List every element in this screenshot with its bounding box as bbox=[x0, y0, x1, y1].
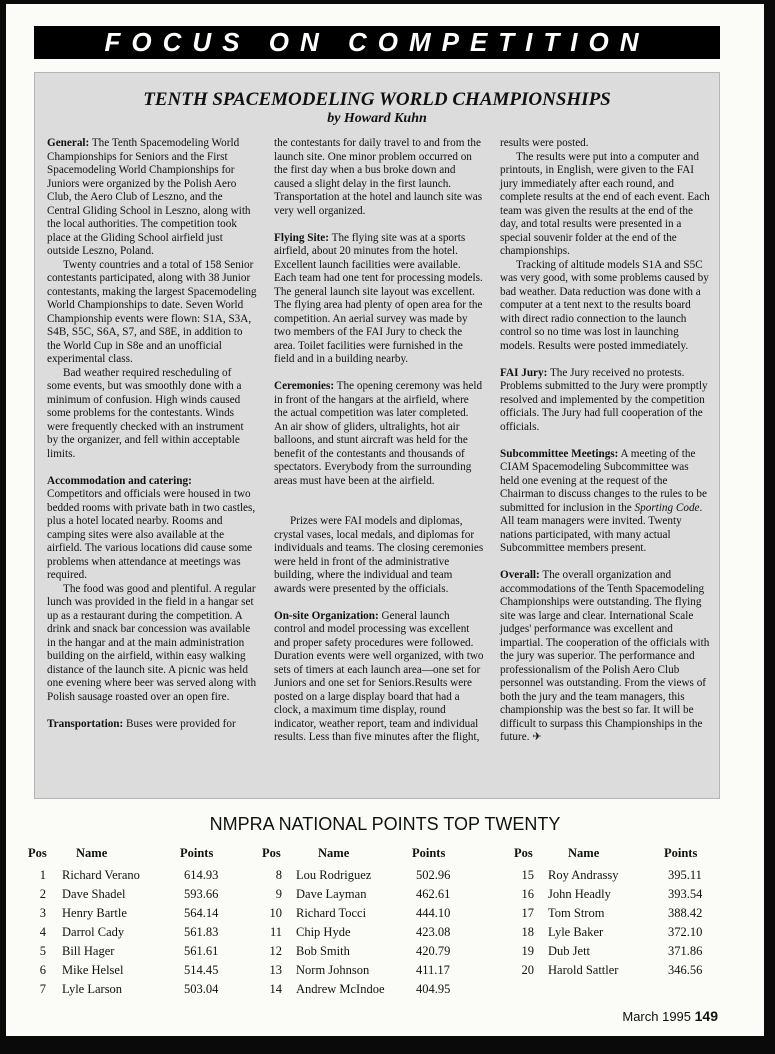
competitor-name: Roy Andrassy bbox=[548, 868, 619, 882]
heading-ceremonies: Ceremonies: bbox=[274, 380, 335, 392]
points-value: 346.56 bbox=[668, 963, 703, 977]
points-value: 514.45 bbox=[184, 963, 219, 977]
article-column-3 bbox=[500, 137, 710, 745]
paragraph-overall: Overall: The overall organization and accommodations of the Tenth Spacemodeling Championships were outstanding. The flying site was large and clear. International Scale judges' performance was excellent and impartial. The cooperation of the officials with the jury was superior. The performance and professionalism of the Polish Aero Club personnel was outstanding. From the views of both the jury and the team managers, this championship was the best so far. It will be difficult to surpass this Championships in the future. ✈ bbox=[500, 569, 710, 743]
paragraph-fai-jury: FAI Jury: The Jury received no protests. Problems submitted to the Jury were promptly resolved and implemented by the competition officials. The Jury had full cooperation of the officials. bbox=[500, 366, 708, 433]
points-value: 462.61 bbox=[416, 887, 451, 901]
competitor-name: Bob Smith bbox=[296, 944, 350, 958]
competitor-name: Lou Rodriguez bbox=[296, 868, 372, 882]
header-name: Name bbox=[76, 846, 108, 860]
rank: 5 bbox=[39, 944, 46, 958]
rank: 9 bbox=[275, 887, 282, 901]
header-name: Name bbox=[568, 846, 600, 860]
points-value: 393.54 bbox=[668, 887, 703, 901]
section-banner: FOCUS ON COMPETITION bbox=[34, 26, 720, 59]
competitor-name: Mike Helsel bbox=[62, 963, 124, 977]
heading-subcommittee: Subcommittee Meetings: bbox=[500, 447, 619, 460]
rank: 8 bbox=[275, 868, 282, 882]
paragraph: The results were put into a computer and printouts, in English, were given to the FAI jury immediately after each round, and complete results at the end of each event. Each team was given the results at the end of the day, and total results were presented in a special souvenir folder at the end of the championships. bbox=[500, 150, 710, 257]
competitor-name: Lyle Larson bbox=[62, 982, 123, 996]
sporting-code-title: Sporting Code bbox=[634, 501, 700, 514]
paragraph: Tracking of altitude models S1A and S5C was very good, with some problems caused by bad weather. Data reduction was done with a computer at a tent next to the results board with direct radio connection to the launch control so no time was lost in launching models. Results were posted immediately. bbox=[500, 258, 709, 352]
paragraph-general: General: The Tenth Spacemodeling World Championships for Seniors and the First Spacemodeling World Championships for Juniors were organized by the Polish Aero Club, the Aero Club of Leszno, and the Central Gliding School in Leszno, along with the local authorities. The competition took place at the Gliding School airfield just outside Leszno, Poland. bbox=[47, 137, 251, 257]
heading-onsite: On-site Organization: bbox=[274, 609, 379, 622]
competitor-name: Andrew McIndoe bbox=[296, 982, 385, 996]
header-pos: Pos bbox=[514, 846, 533, 860]
points-value: 561.83 bbox=[184, 925, 219, 939]
rank: 4 bbox=[39, 925, 46, 939]
header-points: Points bbox=[412, 846, 446, 860]
paragraph: Twenty countries and a total of 158 Senior contestants participated, along with 38 Junior contestants, making the largest Spacemodeling World Championships to date. Seven World Championship events were flown: S1A, S3A, S4B, S5C, S6A, S7, and S8E, in addition to the World Cup in S8e and an unofficial experimental class. bbox=[47, 258, 257, 365]
points-table-title: NMPRA NATIONAL POINTS TOP TWENTY bbox=[209, 814, 561, 834]
header-pos: Pos bbox=[262, 846, 281, 860]
magazine-page bbox=[6, 4, 764, 1036]
points-value: 395.11 bbox=[668, 868, 702, 882]
rank: 1 bbox=[39, 868, 46, 882]
rank: 20 bbox=[521, 963, 534, 977]
rank: 14 bbox=[269, 982, 282, 996]
rank: 13 bbox=[269, 963, 282, 977]
points-value: 420.79 bbox=[416, 944, 451, 958]
competitor-name: Tom Strom bbox=[548, 906, 605, 920]
issue-date: March 1995 bbox=[622, 1009, 692, 1024]
rank: 2 bbox=[39, 887, 46, 901]
competitor-name: Bill Hager bbox=[62, 944, 115, 958]
paragraph-subcommittee: Subcommittee Meetings: A meeting of the CIAM Spacemodeling Subcommittee was held one evening at the request of the Chairman to discuss changes to the rules to be submitted for inclusion in the Sporting Code. All team managers were invited. Twenty nations participated, with many actual Subcommittee members present. bbox=[500, 447, 707, 554]
competitor-name: Richard Verano bbox=[62, 868, 140, 882]
paragraph: results were posted. bbox=[500, 137, 589, 149]
competitor-name: Norm Johnson bbox=[296, 963, 370, 977]
competitor-name: Dave Shadel bbox=[62, 887, 126, 901]
competitor-name: Richard Tocci bbox=[296, 906, 367, 920]
competitor-name: Henry Bartle bbox=[62, 906, 127, 920]
points-value: 411.17 bbox=[416, 963, 450, 977]
points-value: 404.95 bbox=[416, 982, 451, 996]
competitor-name: Dave Layman bbox=[296, 887, 367, 901]
competitor-name: John Headly bbox=[548, 887, 611, 901]
points-value: 502.96 bbox=[416, 868, 451, 882]
points-value: 388.42 bbox=[668, 906, 703, 920]
points-value: 444.10 bbox=[416, 906, 451, 920]
article-column-2 bbox=[274, 137, 484, 745]
rank: 7 bbox=[39, 982, 46, 996]
competitor-name: Dub Jett bbox=[548, 944, 591, 958]
paragraph-ceremonies: Ceremonies: The opening ceremony was held in front of the hangars at the airfield, where the actual competition was later completed. An air show of gliders, ultralights, hot air balloons, and stunt aircraft was held for the benefit of the contestants and thousands of spectators. Everybody from the surrounding areas must have been at the airfield. bbox=[274, 380, 483, 487]
paragraph: Prizes were FAI models and diplomas, crystal vases, local medals, and diplomas for individuals and teams. The closing ceremonies were held in front of the administrative building, where the individual and team awards were presented by the officials. bbox=[274, 515, 484, 595]
paragraph-onsite: On-site Organization: General launch control and model processing was excellent and proper safety procedures were followed. Duration events were well organized, with two sets of timers at each launch area—one set for Juniors and one set for Seniors.Results were posted on a large display board that had a clock, a maximum time display, round indicator, weather report, team and individual results. Less than five minutes after the flight, bbox=[274, 609, 484, 743]
rank: 19 bbox=[521, 944, 534, 958]
rank: 3 bbox=[39, 906, 46, 920]
article-column-1 bbox=[47, 137, 257, 731]
end-mark-icon: ✈ bbox=[532, 731, 542, 743]
heading-flying-site: Flying Site: bbox=[274, 231, 330, 244]
header-name: Name bbox=[318, 846, 350, 860]
rank: 15 bbox=[521, 868, 534, 882]
article-title: TENTH SPACEMODELING WORLD CHAMPIONSHIPS bbox=[143, 89, 611, 110]
heading-fai-jury: FAI Jury: bbox=[500, 366, 548, 379]
heading-overall: Overall: bbox=[500, 569, 540, 581]
points-value: 561.61 bbox=[184, 944, 219, 958]
rank: 6 bbox=[39, 963, 46, 977]
page-number: 149 bbox=[694, 1008, 718, 1024]
page-footer bbox=[622, 1008, 718, 1024]
rank: 18 bbox=[521, 925, 534, 939]
paragraph: the contestants for daily travel to and from the launch site. One minor problem occurred on the first day when a bus broke down and caused a slight delay in the first launch. Transportation at the hotel and launch site was very well organized. bbox=[274, 137, 483, 217]
paragraph: Bad weather required rescheduling of some events, but was smoothly done with a minimum of confusion. High winds caused some problems for the contestants. Winds were frequently checked with an instrument by the organizer, and fell within acceptable limits. bbox=[47, 366, 244, 460]
points-value: 503.04 bbox=[184, 982, 219, 996]
points-value: 371.86 bbox=[668, 944, 703, 958]
paragraph-transportation: Transportation: Buses were provided for bbox=[47, 717, 236, 730]
rank: 17 bbox=[521, 906, 534, 920]
article-box bbox=[34, 72, 720, 799]
article-byline: by Howard Kuhn bbox=[327, 111, 427, 126]
rank: 16 bbox=[521, 887, 534, 901]
heading-transportation: Transportation: bbox=[47, 717, 124, 730]
points-value: 593.66 bbox=[184, 887, 219, 901]
header-points: Points bbox=[180, 846, 214, 860]
points-value: 372.10 bbox=[668, 925, 703, 939]
paragraph: The food was good and plentiful. A regular lunch was provided in the field in a hangar set up as a restaurant during the competition. A drink and snack bar concession was available in the hangar and at the main administration building on the airfield, within easy walking distance of the launch site. A picnic was held one evening where beer was served along with Polish sausage roasted over an open fire. bbox=[47, 582, 257, 703]
header-pos: Pos bbox=[28, 846, 47, 860]
heading-accommodation: Accommodation and catering: bbox=[47, 474, 192, 487]
points-value: 423.08 bbox=[416, 925, 451, 939]
competitor-name: Chip Hyde bbox=[296, 925, 351, 939]
paragraph-flying-site: Flying Site: The flying site was at a sports airfield, about 20 minutes from the hotel. Excellent launch facilities were available. Each team had one tent for processing models. The general launch site layout was excellent. The flying area had plenty of open area for the competition. An aerial survey was made by two members of the FAI Jury to check the area. Toilet facilities were furnished in the field and in a building nearby. bbox=[274, 231, 483, 365]
competitor-name: Lyle Baker bbox=[548, 925, 604, 939]
points-value: 614.93 bbox=[184, 868, 219, 882]
rank: 12 bbox=[269, 944, 282, 958]
competitor-name: Harold Sattler bbox=[548, 963, 619, 977]
rank: 11 bbox=[269, 925, 282, 939]
paragraph: Competitors and officials were housed in two bedded rooms with private bath in two castles, plus a hotel located nearby. Rooms and camping sites were also available at the airfield. The various locations did cause some problems when attendance at meetings was required. bbox=[47, 488, 256, 581]
header-points: Points bbox=[664, 846, 698, 860]
competitor-name: Darrol Cady bbox=[62, 925, 125, 939]
rank: 10 bbox=[269, 906, 282, 920]
points-value: 564.14 bbox=[184, 906, 219, 920]
heading-general: General: bbox=[47, 137, 90, 149]
